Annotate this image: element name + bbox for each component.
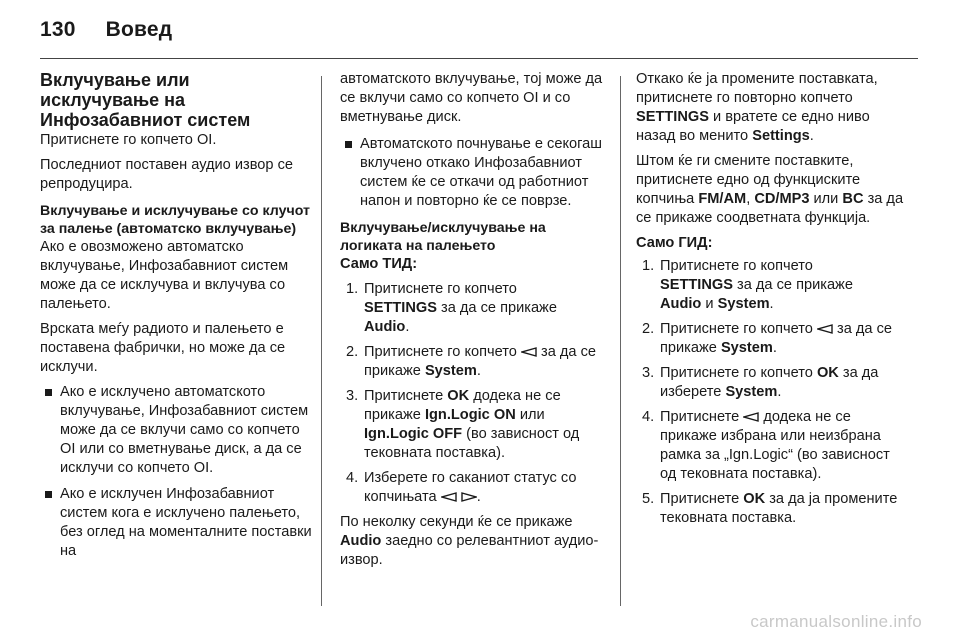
- subsection-heading: Вклучување и исклучување со клучот за палење (автоматско вклучување): [40, 203, 310, 237]
- header-rule: [40, 58, 918, 59]
- bullet-list: [40, 383, 312, 561]
- paragraph-continued: автоматското вклучување, тој може да се вклучи само со копчето OI и со вметнување диск.: [340, 71, 603, 125]
- paragraph: Ако е овозможено автоматско вклучување, Инфозабавниот систем може да се исклучува и вклучува со палењето.: [40, 239, 289, 312]
- column-2: [340, 70, 608, 576]
- column-divider-1: [321, 76, 322, 606]
- only-label: Само ГИД:: [636, 235, 713, 251]
- paragraph: Последниот поставен аудио извор се репродуцира.: [40, 157, 293, 192]
- step-item: 4. Притиснете додека не се прикаже избрана или неизбрана рамка за „Ign.Logic“ (во зависност од тековната поставка).: [642, 409, 890, 482]
- step-item: 2. Притиснете го копчето за да се прикаже System.: [642, 321, 892, 356]
- steps-list: [340, 280, 608, 507]
- back-arrow-icon: [743, 412, 759, 422]
- step-item: 5. Притиснете OK за да ја промените тековната поставка.: [642, 491, 898, 526]
- column-divider-2: [620, 76, 621, 606]
- paragraph: Притиснете го копчето OI.: [40, 132, 217, 148]
- step-item: 3. Притиснете го копчето OK за да изберете System.: [642, 365, 879, 400]
- paragraph: Врската меѓу радиото и палењето е поставена фабрички, но може да се исклучи.: [40, 321, 286, 375]
- step-item: 1. Притиснете го копчето SETTINGS за да се прикаже Audio.: [346, 281, 557, 335]
- section-heading: Вклучување или исклучување на Инфозабавниот систем: [40, 70, 251, 130]
- bullet-item: Автоматското почнување е секогаш вклучено откако Инфозабавниот систем ќе се откачи од работниот напон и повторно ќе се поврзе.: [340, 135, 608, 211]
- bullet-list: [340, 135, 608, 211]
- back-arrow-icon: [441, 492, 457, 502]
- steps-list: [636, 257, 910, 528]
- column-1: [40, 70, 312, 569]
- column-3: [636, 70, 910, 534]
- page-title: Вовед: [105, 18, 173, 41]
- only-label: Само ТИД:: [340, 256, 418, 272]
- page-number: 130: [40, 18, 76, 41]
- watermark: carmanualsonline.info: [750, 612, 922, 631]
- back-arrow-icon: [521, 347, 537, 357]
- bullet-item: Ако е исклучено автоматското вклучување, Инфозабавниот систем може да се вклучи само со копчето OI или со вметнување диск, а да се исклучи со копчето OI.: [40, 383, 312, 478]
- forward-arrow-icon: [461, 492, 477, 502]
- step-item: 2. Притиснете го копчето за да се прикаже System.: [346, 344, 596, 379]
- step-item: 3. Притиснете OK додека не се прикаже Ign.Logic ON или Ign.Logic OFF (во зависност од тековната поставка).: [346, 388, 580, 461]
- page-header: [40, 18, 172, 42]
- bullet-item: Ако е исклучен Инфозабавниот систем кога е исклучено палењето, без оглед на моменталните поставки на: [40, 485, 312, 561]
- paragraph: Штом ќе ги смените поставките, притиснете едно од функциските копчиња FM/AM, CD/MP3 или BC за да се прикаже соодветната функција.: [636, 153, 904, 226]
- subsection-heading: Вклучување/исклучување на логиката на палењето: [340, 220, 546, 254]
- paragraph: Откако ќе ја промените поставката, притиснете го повторно копчето SETTINGS и вратете се едно ниво назад во менито Settings.: [636, 71, 878, 144]
- step-item: 1. Притиснете го копчето SETTINGS за да се прикаже Audio и System.: [642, 258, 853, 312]
- step-item: 4. Изберете го саканиот статус со копчињата .: [346, 470, 577, 505]
- paragraph: По неколку секунди ќе се прикаже Audio заедно со релевантниот аудио-извор.: [340, 514, 599, 568]
- back-arrow-icon: [817, 324, 833, 334]
